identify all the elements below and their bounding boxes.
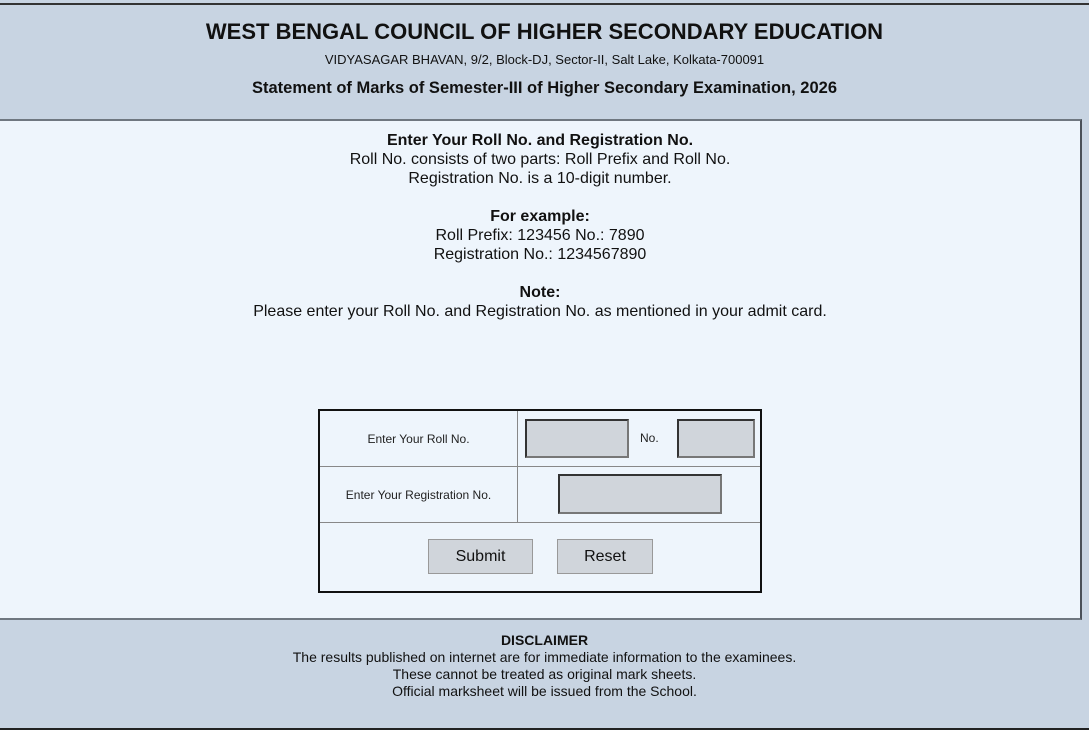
council-address: VIDYASAGAR BHAVAN, 9/2, Block-DJ, Sector-II, Salt Lake, Kolkata-700091 — [324, 52, 765, 67]
column-divider — [517, 467, 518, 522]
header — [0, 5, 1089, 119]
note-text: Please enter your Roll No. and Registration No. as mentioned in your admit card. — [253, 303, 827, 320]
page-title: WEST BENGAL COUNCIL OF HIGHER SECONDARY EDUCATION — [205, 19, 884, 44]
disclaimer-line: These cannot be treated as original mark sheets. — [392, 666, 697, 682]
example-heading: For example: — [490, 208, 590, 225]
example-registration: Registration No.: 1234567890 — [433, 246, 647, 263]
disclaimer-heading: DISCLAIMER — [500, 632, 589, 648]
example-roll: Roll Prefix: 123456 No.: 7890 — [435, 227, 645, 244]
result-form — [318, 409, 762, 593]
instructions — [0, 131, 1080, 321]
registration-input[interactable] — [558, 474, 722, 514]
roll-number-input[interactable] — [677, 419, 755, 458]
instructions-line-roll: Roll No. consists of two parts: Roll Prefix and Roll No. — [349, 151, 731, 168]
spacer — [0, 188, 1080, 207]
registration-label: Enter Your Registration No. — [345, 487, 492, 502]
column-divider — [517, 411, 518, 466]
spacer — [0, 264, 1080, 283]
actions-row — [320, 523, 760, 591]
reset-button[interactable]: Reset — [557, 539, 653, 574]
main-content — [0, 119, 1082, 620]
disclaimer-line: The results published on internet are for immediate information to the examinees. — [292, 649, 797, 665]
roll-row — [320, 411, 760, 467]
submit-button[interactable]: Submit — [428, 539, 533, 574]
instructions-heading: Enter Your Roll No. and Registration No. — [386, 132, 694, 149]
registration-row — [320, 467, 760, 523]
roll-prefix-input[interactable] — [525, 419, 629, 458]
note-heading: Note: — [519, 284, 561, 301]
disclaimer — [0, 632, 1089, 700]
page-subtitle: Statement of Marks of Semester-III of Higher Secondary Examination, 2026 — [251, 79, 837, 97]
disclaimer-line: Official marksheet will be issued from the School. — [392, 683, 697, 699]
roll-no-separator-label: No. — [640, 431, 659, 445]
roll-label: Enter Your Roll No. — [367, 431, 470, 446]
instructions-line-registration: Registration No. is a 10-digit number. — [408, 170, 672, 187]
